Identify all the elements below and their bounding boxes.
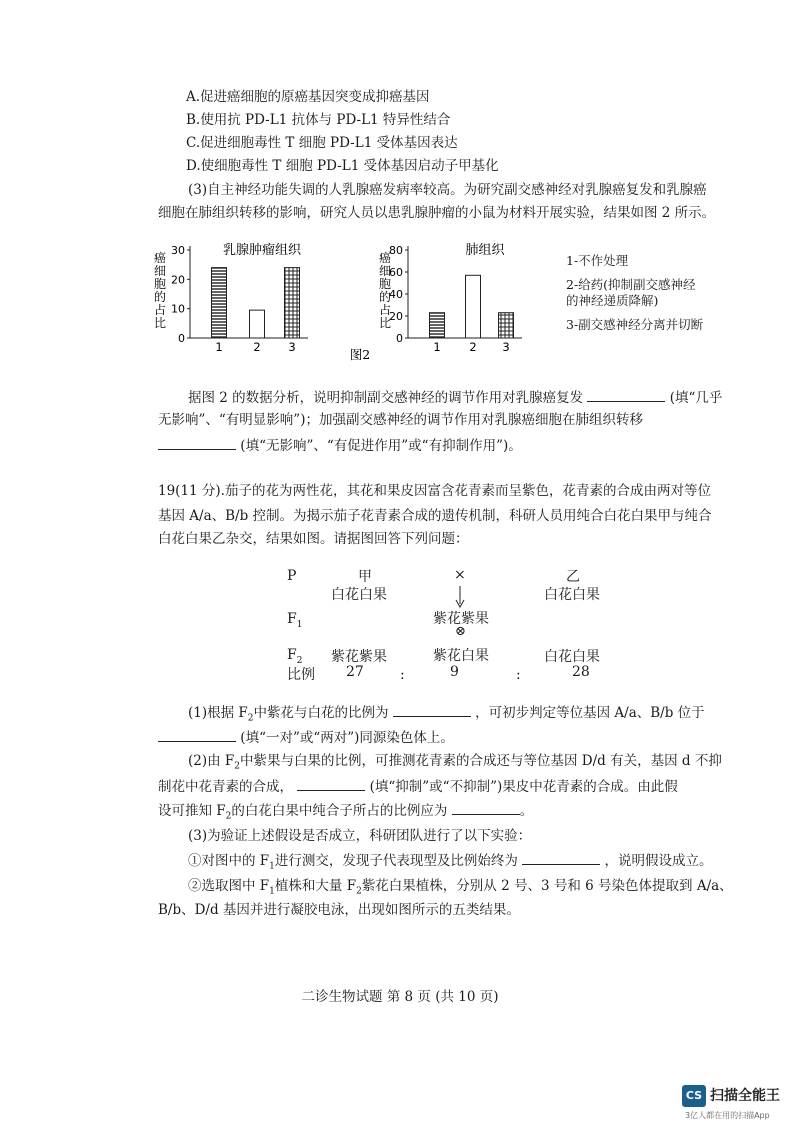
q19-sub3-item2-line1: ②选取图中 $F_1$植株和大量 $F_2$紫花白果植株，分别从 2 号、3 号和 6 号染色体提取到 A/a、: [188, 878, 733, 897]
bar-1: [212, 268, 227, 338]
y-tick-label: 40: [389, 288, 403, 301]
option-d: D.使细胞毒性 T 细胞 PD-L1 受体基因启动子甲基化: [186, 158, 499, 174]
answer-blank-testcross[interactable]: [522, 851, 600, 865]
q19-sub1-line2: (填“一对”或“两对”)同源染色体上。: [158, 728, 454, 747]
q19-sub1-line1: (1)根据 $F_2$中紫花与白花的比例为 ，可初步判定等位基因 A/a、B/b 位于: [188, 705, 705, 724]
bar-1: [430, 313, 445, 338]
cross-ratio-label: 比例: [287, 667, 315, 683]
y-axis-label-char: 占: [378, 303, 392, 317]
bar-2: [250, 310, 265, 338]
y-axis-label-char: 占: [153, 303, 167, 317]
cross-f2-label: $F_2$: [287, 647, 303, 666]
y-axis-label-char: 细: [153, 264, 167, 278]
y-axis-label-char: 的: [378, 290, 392, 304]
ratio-colon-1: :: [400, 667, 405, 683]
y-axis-label-char: 癌: [378, 251, 392, 265]
y-axis-label-char: 癌: [153, 251, 167, 265]
q3-fill-1-hint: (填“几乎: [669, 390, 723, 406]
cross-parent-jia: 甲: [358, 569, 372, 585]
y-axis-label-char: 比: [153, 316, 167, 330]
legend-item-3: 3-副交感神经分离并切断: [566, 317, 704, 332]
legend-item-2: 2-给药(抑制副交感神经: [566, 277, 696, 292]
q19-line-2: 基因 A/a、B/b 控制。为揭示茄子花青素合成的遗传机制，科研人员用纯合白花白果甲与纯合: [158, 508, 712, 524]
chart-lung-tissue: [379, 242, 522, 354]
q19-header: 19(11 分).茄子的花为两性花，其花和果皮因富含花青素而呈紫色，花青素的合成由两对等位: [158, 483, 711, 499]
cross-p-label: P: [287, 568, 297, 584]
f2-phenotype-purple-purple: 紫花紫果: [331, 649, 387, 665]
q3-fill-1: [188, 388, 722, 407]
y-axis-label-char: 胞: [153, 277, 167, 291]
scanner-app-name: 扫描全能王: [710, 1088, 780, 1104]
y-axis-label-char: 细: [378, 264, 392, 278]
y-axis-label-char: 胞: [378, 277, 392, 291]
y-tick-label: 10: [171, 302, 185, 316]
ratio-value-28: 28: [572, 664, 590, 680]
cross-arrow-down-icon: [454, 586, 466, 608]
q3-fill-3: [158, 436, 522, 455]
bar-3: [499, 313, 514, 338]
y-tick-label: 20: [171, 273, 185, 287]
option-a: A.促进癌细胞的原癌基因突变成抑癌基因: [186, 89, 430, 105]
y-tick-label: 80: [389, 244, 403, 257]
cross-times: ×: [454, 567, 466, 583]
q3-fill-1-text: 据图 2 的数据分析，说明抑制副交感神经的调节作用对乳腺癌复发: [188, 390, 584, 406]
legend-item-1: 1-不作处理: [566, 253, 629, 268]
q3-intro-2: 细胞在肺组织转移的影响，研究人员以患乳腺肿瘤的小鼠为材料开展实验，结果如图 2 所示。: [158, 205, 716, 221]
answer-blank-ratio[interactable]: [393, 703, 471, 717]
x-tick-label: 2: [469, 340, 477, 354]
chart-title: 乳腺肿瘤组织: [222, 243, 302, 258]
q3-fill-3-text: (填“无影响”、“有促进作用”或“有抑制作用”)。: [240, 438, 522, 454]
scanner-tagline: 3亿人都在用的扫描App: [685, 1111, 770, 1120]
cross-parent-yi: 乙: [566, 569, 580, 585]
q19-sub2-line1: (2)由 $F_2$中紫果与白果的比例，可推测花青素的合成还与等位基因 D/d 有关，基因 d 不抑: [188, 753, 722, 772]
q19-line-3: 白花白果乙杂交，结果如图。请据图回答下列问题：: [158, 531, 469, 547]
answer-blank-metastasis[interactable]: [158, 436, 236, 450]
cross-parent-jia-phenotype: 白花白果: [331, 587, 387, 603]
ratio-value-9: 9: [450, 664, 459, 680]
scanner-watermark: [682, 1083, 792, 1123]
legend-item-2-cont: 的神经递质降解): [566, 293, 659, 308]
y-tick-label: 20: [389, 310, 403, 323]
x-tick-label: 3: [502, 340, 510, 354]
answer-blank-homozygous[interactable]: [452, 801, 520, 815]
y-tick-label: 0: [178, 332, 185, 345]
cross-f1-phenotype: 紫花紫果: [433, 611, 489, 627]
scanner-logo-icon: CS: [682, 1085, 706, 1107]
f2-phenotype-purple-white: 紫花白果: [433, 648, 489, 664]
x-tick-label: 1: [433, 340, 441, 354]
answer-blank-inhibit[interactable]: [297, 777, 365, 791]
figure-2: [140, 234, 560, 368]
selfing-icon: ⊗: [455, 624, 466, 639]
y-axis-label-char: 的: [153, 290, 167, 304]
ratio-value-27: 27: [346, 664, 364, 680]
f2-phenotype-white-white: 白花白果: [544, 649, 600, 665]
q3-intro-1: (3)自主神经功能失调的人乳腺癌发病率较高。为研究副交感神经对乳腺癌复发和乳腺癌: [188, 182, 707, 198]
y-tick-label: 30: [171, 244, 185, 257]
ratio-colon-2: :: [516, 667, 521, 683]
figure-caption: 图2: [349, 347, 371, 362]
q19-sub2-line2: 制花中花青素的合成， (填“抑制”或“不抑制”)果皮中花青素的合成。由此假: [158, 779, 678, 795]
answer-blank-relapse[interactable]: [587, 388, 665, 402]
cross-parent-yi-phenotype: 白花白果: [544, 587, 600, 603]
chart-title: 肺组织: [465, 243, 505, 258]
q19-sub3-item2-line2: B/b、D/d 基因并进行凝胶电泳，出现如图所示的五类结果。: [158, 902, 520, 918]
y-tick-label: 60: [389, 266, 403, 279]
option-c: C.促进细胞毒性 T 细胞 PD-L1 受体基因表达: [186, 135, 458, 151]
y-axis-label-char: 比: [378, 316, 392, 330]
q19-sub3: (3)为验证上述假设是否成立，科研团队进行了以下实验：: [188, 828, 532, 844]
q19-sub2-line3: 设可推知 $F_2$的白花白果中纯合子所占的比例应为 。: [158, 803, 534, 822]
answer-blank-chromosome[interactable]: [158, 728, 236, 742]
chart-breast-tumor: [154, 243, 308, 354]
page-footer: 二诊生物试题 第 8 页 (共 10 页): [301, 989, 499, 1005]
x-tick-label: 3: [288, 340, 296, 354]
option-b: B.使用抗 PD-L1 抗体与 PD-L1 特异性结合: [186, 112, 451, 128]
y-tick-label: 0: [396, 332, 403, 345]
bar-3: [285, 268, 300, 338]
x-tick-label: 1: [215, 340, 223, 354]
q3-fill-2: 无影响”、“有明显影响”)；加强副交感神经的调节作用对乳腺癌细胞在肺组织转移: [158, 412, 643, 428]
q19-sub3-item1: ①对图中的 $F_1$进行测交，发现子代表现型及比例始终为 ，说明假设成立。: [188, 853, 713, 872]
bar-2: [466, 275, 481, 338]
x-tick-label: 2: [253, 340, 261, 354]
cross-f1-label: $F_1$: [287, 611, 303, 630]
